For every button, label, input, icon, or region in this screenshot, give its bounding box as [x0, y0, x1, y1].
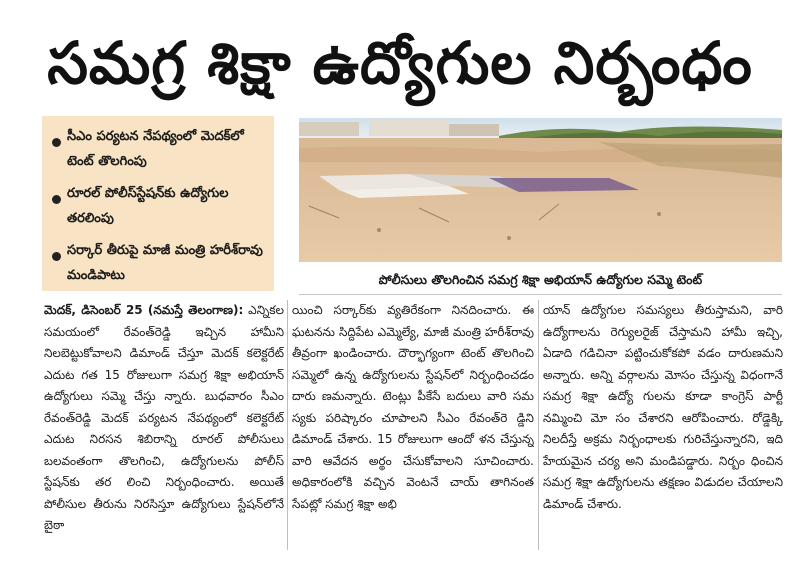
article-text: యించి సర్కార్‌కు వ్యతిరేకంగా నినదించారు. ఈ ఘటనను సిద్దిపేట ఎమ్మెల్యే, మాజీ మంత్రి హరీశ్‌రావు తీవ్రంగా ఖండించారు. దౌర్భాగ్యంగా టెంట్ తొలగించి సమ్మెలో ఉన్న ఉద్యోగులను స్టేషన్‌లో నిర్బంధించడం దారు ణమన్నారు. టెంట్లు పీకేసే బదులు వారి సమ స్యకు పరిష్కారం చూపాలని సీఎం రేవంత్‌రె డ్డిని డిమాండ్ చేశారు. 15 రోజులుగా ఆందో ళన చేస్తున్న వారి ఆవేదన అర్థం చేసుకోవాలని సూచించారు. అధికారంలోకి వచ్చిన వెంటనే చాయ్ తాగినంత సేపట్లో సమగ్ర శిక్షా అభి [292, 303, 534, 511]
bullet-icon [52, 252, 61, 261]
highlight-item [52, 238, 264, 288]
article-text: ఎన్నికల సమయంలో రేవంత్‌రెడ్డి ఇచ్చిన హామీని నిలబెట్టుకోవాలని డిమాండ్ చేస్తూ మెదక్ కలెక్టరేట్ ఎదుట గత 15 రోజులుగా సమగ్ర శిక్షా అభియాన్ ఉద్యోగులు సమ్మె చేస్తు న్నారు. బుధవారం సీఎం రేవంత్‌రెడ్డి మెదక్ పర్యటన నేపథ్యంలో కలెక్టరేట్ ఎదుట నిరసన శిబిరాన్ని రూరల్ పోలీసులు బలవంతంగా తొలగించి, ఉద్యోగులను పోలీస్ స్టేషన్‌కు తర లించి నిర్బంధించారు. అయితే పోలీసుల తీరును నిరసిస్తూ ఉద్యోగులు స్టేషన్‌లోనే బైఠా [44, 303, 284, 532]
highlight-item [52, 181, 264, 231]
column-divider [287, 300, 288, 550]
article-text: యాన్ ఉద్యోగుల సమస్యలు తీరుస్తామని, వారి ఉద్యోగాలను రెగ్యులరైజ్ చేస్తామని హామీ ఇచ్చి, ఏడాది గడిచినా పట్టించుకోకపో వడం దారుణమని అన్నారు. అన్ని వర్గాలను మోసం చేస్తున్న విధంగానే సమగ్ర శిక్షా ఉద్యో గులను కూడా కాంగ్రెస్ పార్టీ నమ్మించి మో సం చేశారని ఆరోపించారు. రోడ్డెక్కి నిలదీస్తే అక్రమ నిర్బంధాలకు గురిచేస్తున్నారని, ఇది హేయమైన చర్య అని మండిపడ్డారు. నిర్బం ధించిన సమగ్ర శిక్షా ఉద్యోగులను తక్షణం విడుదల చేయాలని డిమాండ్ చేశారు. [543, 303, 783, 511]
highlight-text: సీఎం పర్యటన నేపథ్యంలో మెదక్‌లో టెంట్ తొలగింపు [67, 129, 244, 169]
news-photo [299, 118, 782, 262]
highlight-text: రూరల్ పోలీస్‌స్టేషన్‌కు ఉద్యోగుల తరలింపు [67, 186, 229, 226]
highlights-box [42, 116, 274, 291]
bullet-icon [52, 138, 61, 147]
column-divider [538, 300, 539, 550]
headline: సమగ్ర శిక్షా ఉద్యోగుల నిర్బంధం [47, 29, 753, 97]
photo-caption: పోలీసులు తొలగించిన సమగ్ర శిక్షా అభియాన్ ఉద్యోగుల సమ్మె టెంట్ [299, 266, 782, 295]
article-column-2 [292, 300, 534, 550]
photo-illustration [299, 118, 782, 262]
article-column-1 [44, 300, 284, 550]
article-column-3 [543, 300, 783, 550]
dateline: మెదక్, డిసెంబర్ 25 (నమస్తే తెలంగాణ): [44, 303, 244, 317]
highlight-text: సర్కార్ తీరుపై మాజీ మంత్రి హరీశ్‌రావు మండిపాటు [67, 243, 263, 283]
bullet-icon [52, 195, 61, 204]
highlight-item [52, 124, 264, 174]
